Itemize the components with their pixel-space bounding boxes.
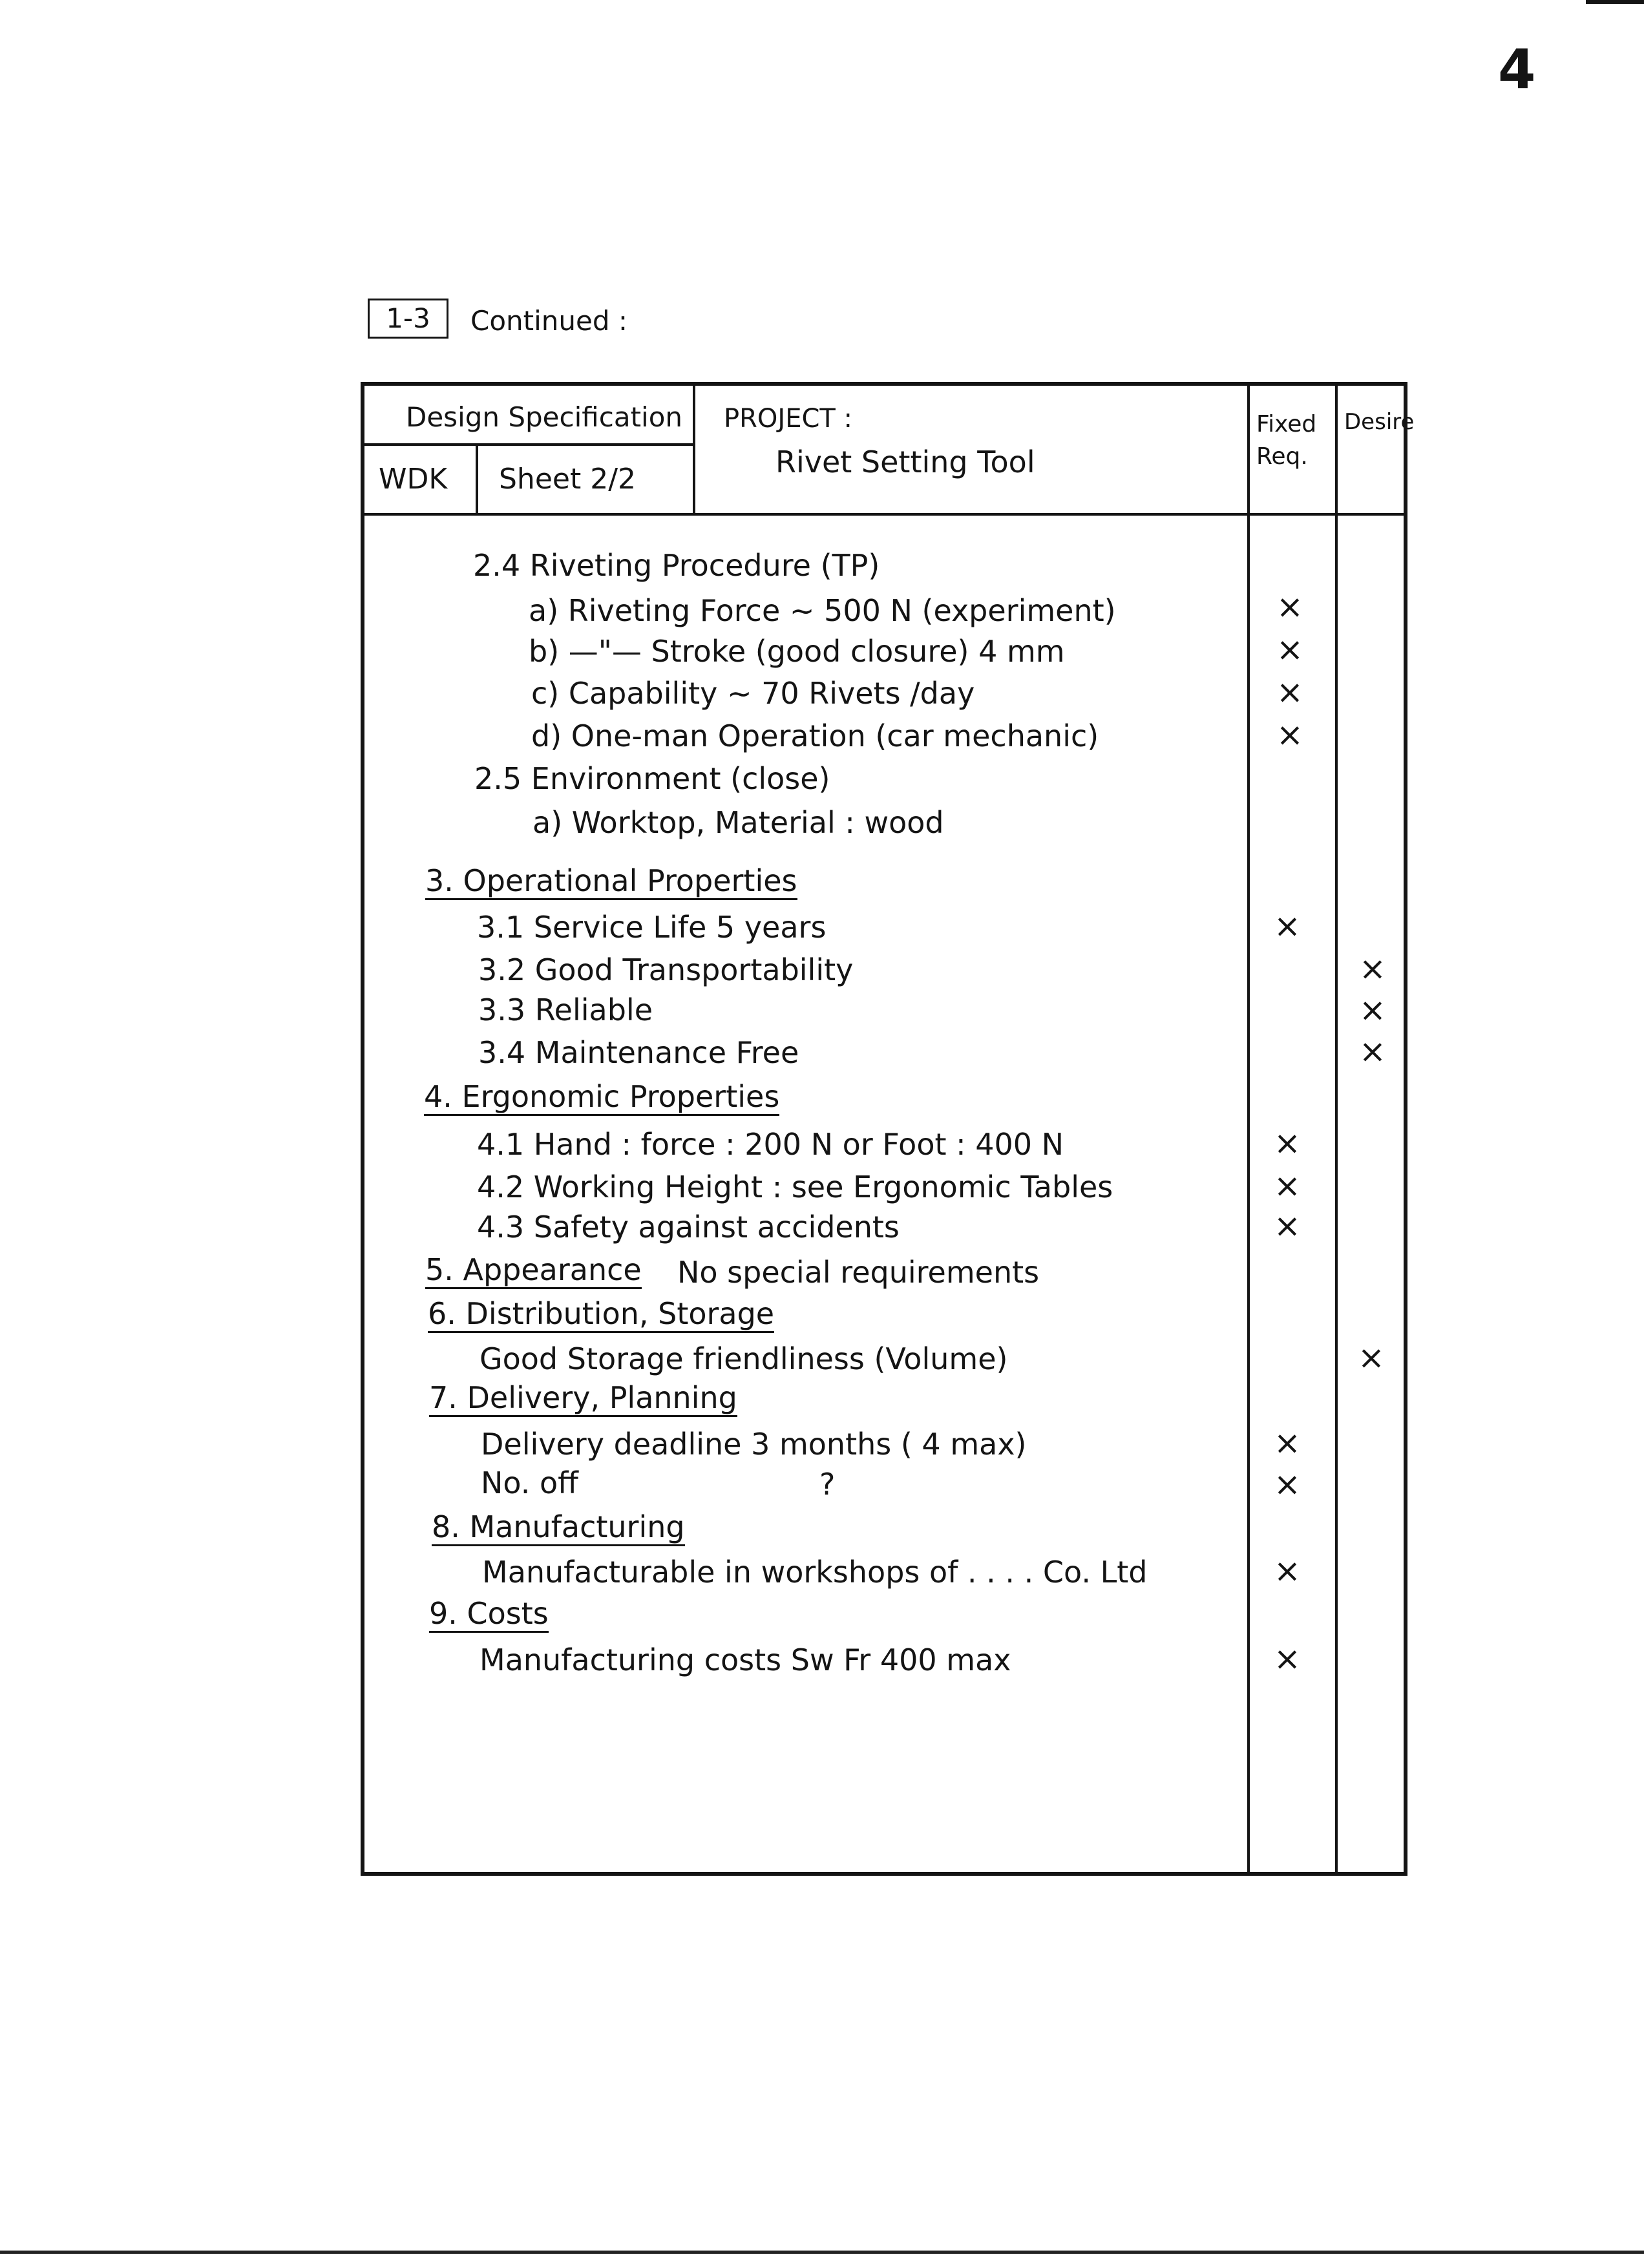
row-hand-force: 4.1 Hand : force : 200 N or Foot : 400 N: [477, 1127, 1064, 1162]
reference-box: 1-3: [368, 299, 448, 339]
row-riveting-procedure: 2.4 Riveting Procedure (TP): [473, 548, 880, 583]
row-stroke: b) —"— Stroke (good closure) 4 mm: [529, 634, 1065, 669]
desire-mark-storage-friendliness: ×: [1358, 1339, 1385, 1376]
row-safety: 4.3 Safety against accidents: [477, 1210, 900, 1244]
top-edge-mark: [1586, 0, 1644, 4]
fixed-mark-capability: ×: [1276, 673, 1303, 711]
no-off-value: ?: [819, 1467, 836, 1502]
fixed-mark-service-life: ×: [1274, 907, 1301, 945]
wdk-sheet-divider: [476, 443, 478, 514]
section-ergonomic-properties: 4. Ergonomic Properties: [424, 1082, 779, 1116]
desire-mark-reliable: ×: [1359, 991, 1386, 1029]
fixed-column-divider: [1247, 382, 1250, 1876]
row-riveting-force: a) Riveting Force ~ 500 N (experiment): [529, 593, 1116, 628]
continued-label: Continued :: [470, 305, 628, 337]
row-manufacturable: Manufacturable in workshops of . . . . Co. Ltd: [482, 1555, 1148, 1590]
design-spec-label: Design Specification: [406, 401, 683, 433]
row-delivery-deadline: Delivery deadline 3 months ( 4 max): [481, 1427, 1027, 1462]
fixed-mark-riveting-force: ×: [1276, 588, 1303, 625]
row-no-off: No. off: [481, 1465, 578, 1500]
desire-mark-transportability: ×: [1359, 950, 1386, 987]
fixed-mark-delivery-deadline: ×: [1274, 1424, 1301, 1462]
row-worktop: a) Worktop, Material : wood: [532, 805, 944, 840]
section-manufacturing: 8. Manufacturing: [432, 1512, 685, 1546]
row-transportability: 3.2 Good Transportability: [478, 952, 854, 987]
fixed-mark-stroke: ×: [1276, 631, 1303, 668]
section-operational-properties: 3. Operational Properties: [425, 866, 797, 900]
row-capability: c) Capability ~ 70 Rivets /day: [531, 676, 975, 711]
bottom-edge-mark: [0, 2251, 1644, 2254]
row-manufacturing-costs: Manufacturing costs Sw Fr 400 max: [480, 1643, 1011, 1677]
section-costs: 9. Costs: [429, 1599, 549, 1633]
fixed-mark-manufacturing-costs: ×: [1274, 1640, 1301, 1677]
sheet-label: Sheet 2/2: [499, 463, 637, 496]
fixed-mark-working-height: ×: [1274, 1167, 1301, 1204]
row-maintenance-free: 3.4 Maintenance Free: [478, 1035, 799, 1070]
desire-column-divider: [1335, 382, 1338, 1876]
row-service-life: 3.1 Service Life 5 years: [477, 910, 827, 945]
fixed-mark-hand-force: ×: [1274, 1124, 1301, 1162]
desire-header: Desire: [1344, 409, 1415, 435]
row-storage-friendliness: Good Storage friendliness (Volume): [480, 1341, 1008, 1376]
page-number: 4: [1498, 37, 1536, 101]
project-name: Rivet Setting Tool: [775, 445, 1035, 479]
desire-mark-maintenance-free: ×: [1359, 1033, 1386, 1070]
row-working-height: 4.2 Working Height : see Ergonomic Tables: [477, 1170, 1113, 1204]
row-one-man-operation: d) One-man Operation (car mechanic): [531, 719, 1099, 753]
wdk-label: WDK: [379, 463, 448, 496]
fixed-mark-one-man-operation: ×: [1276, 716, 1303, 753]
fixed-req-header: Fixed Req.: [1256, 411, 1317, 470]
row-environment: 2.5 Environment (close): [474, 761, 830, 796]
section-delivery-planning: 7. Delivery, Planning: [429, 1383, 737, 1417]
section-appearance: 5. Appearance: [425, 1255, 642, 1289]
fixed-mark-safety: ×: [1274, 1207, 1301, 1244]
wdk-divider: [361, 443, 694, 446]
fixed-mark-no-off: ×: [1274, 1465, 1301, 1503]
row-reliable: 3.3 Reliable: [478, 992, 653, 1027]
project-divider: [693, 382, 695, 514]
row-no-special-requirements: No special requirements: [677, 1255, 1040, 1290]
project-label: PROJECT :: [724, 404, 853, 434]
section-distribution-storage: 6. Distribution, Storage: [428, 1299, 774, 1333]
header-divider: [361, 513, 1407, 516]
fixed-mark-manufacturable: ×: [1274, 1552, 1301, 1590]
